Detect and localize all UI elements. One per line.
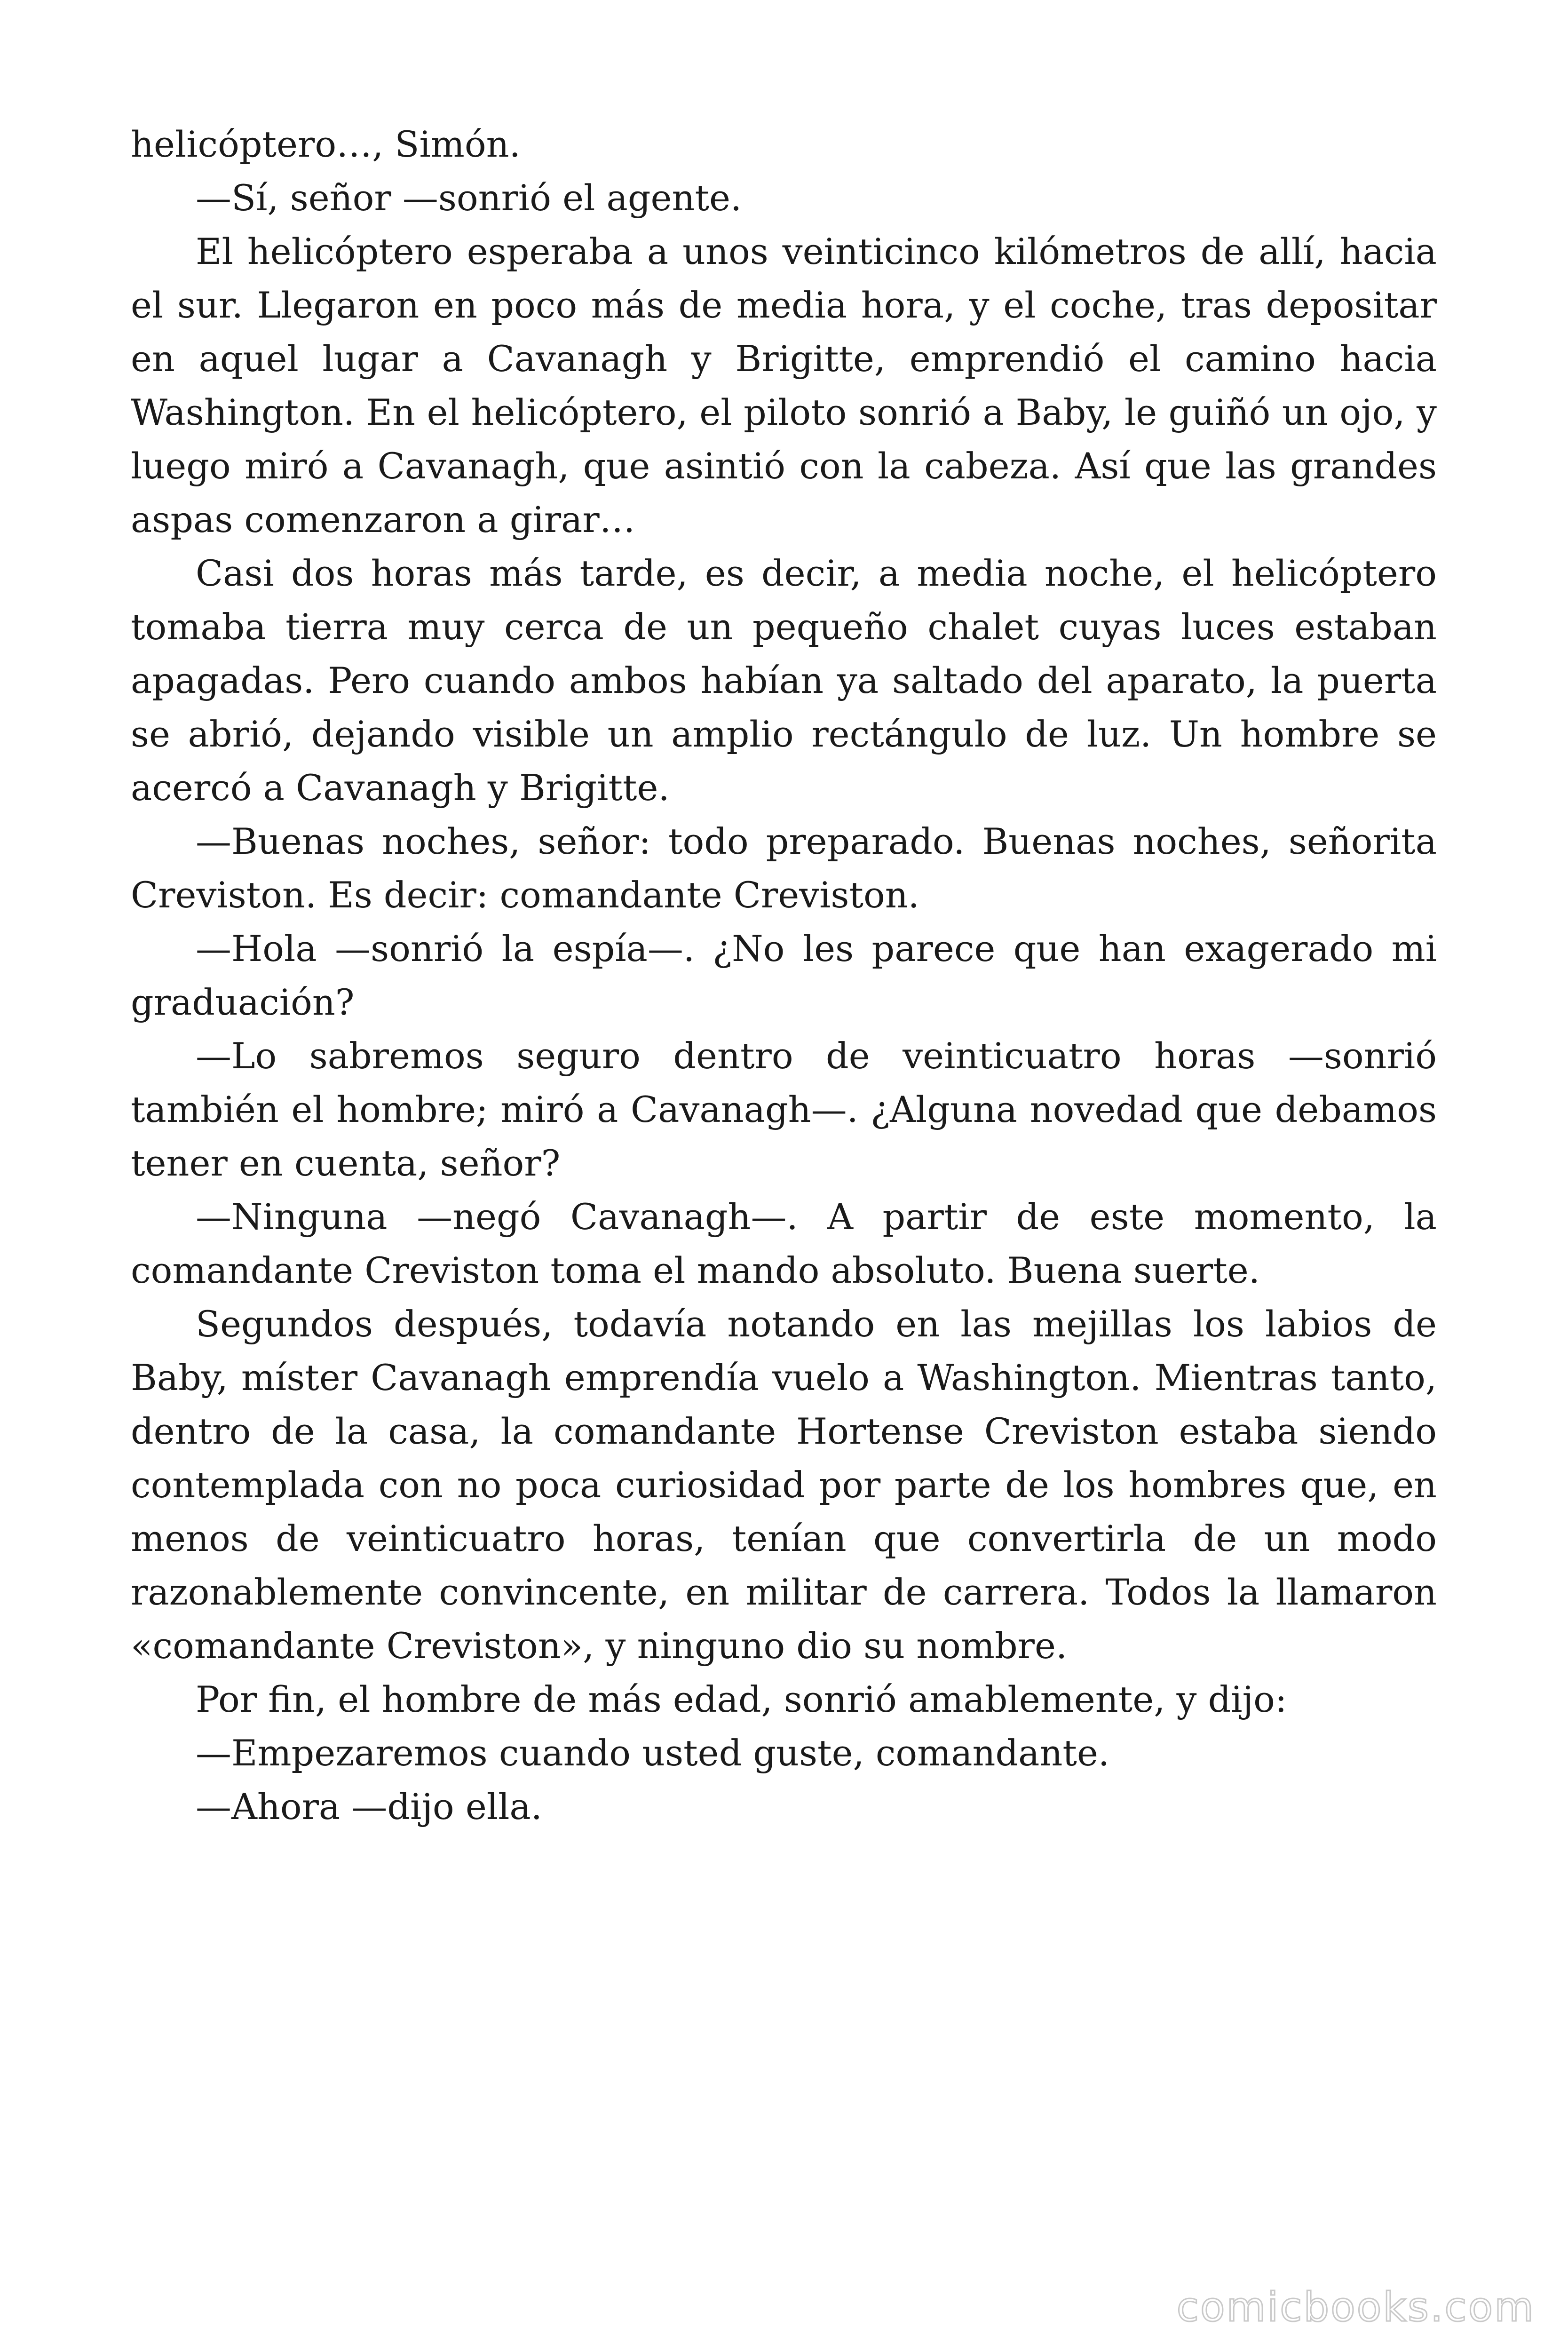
- paragraph: Segundos después, todavía notando en las mejillas los labios de Baby, míster Cavanagh emprendía vuelo a Washington. Mientras tanto, dentro de la casa, la comandante Hortense Creviston estaba siendo contemplada con no poca curiosidad por parte de los hombres que, en menos de veinticuatro horas, tenían que convertirla de un modo razonablemente convincente, en militar de carrera. Todos la llamaron «comandante Creviston», y ninguno dio su nombre.: [131, 1303, 1437, 1667]
- paragraph: —Ninguna —negó Cavanagh—. A partir de este momento, la comandante Creviston toma el mando absoluto. Buena suerte.: [131, 1196, 1437, 1291]
- paragraph: El helicóptero esperaba a unos veinticinco kilómetros de allí, hacia el sur. Llegaron en poco más de media hora, y el coche, tras depositar en aquel lugar a Cavanagh y Brigitte, emprendió el camino hacia Washington. En el helicóptero, el piloto sonrió a Baby, le guiñó un ojo, y luego miró a Cavanagh, que asintió con la cabeza. Así que las grandes aspas comenzaron a girar…: [131, 230, 1437, 540]
- body-text: [131, 118, 1437, 1834]
- paragraph: —Hola —sonrió la espía—. ¿No les parece que han exagerado mi graduación?: [131, 928, 1437, 1023]
- paragraph: Por fin, el hombre de más edad, sonrió amablemente, y dijo:: [196, 1678, 1287, 1720]
- paragraph: —Buenas noches, señor: todo preparado. Buenas noches, señorita Creviston. Es decir: comandante Creviston.: [131, 820, 1437, 916]
- paragraph: —Ahora —dijo ella.: [196, 1786, 542, 1828]
- paragraph: Casi dos horas más tarde, es decir, a media noche, el helicóptero tomaba tierra muy cerca de un pequeño chalet cuyas luces estaban apagadas. Pero cuando ambos habían ya saltado del aparato, la puerta se abrió, dejando visible un amplio rectángulo de luz. Un hombre se acercó a Cavanagh y Brigitte.: [131, 552, 1437, 809]
- paragraph: helicóptero…, Simón.: [131, 123, 521, 165]
- paragraph: —Empezaremos cuando usted guste, comandante.: [196, 1732, 1110, 1774]
- paragraph: —Lo sabremos seguro dentro de veinticuatro horas —sonrió también el hombre; miró a Cavanagh—. ¿Alguna novedad que debamos tener en cuenta, señor?: [131, 1035, 1437, 1184]
- watermark: comicbooks.com: [1176, 2284, 1535, 2331]
- paragraph: —Sí, señor —sonrió el agente.: [196, 177, 742, 219]
